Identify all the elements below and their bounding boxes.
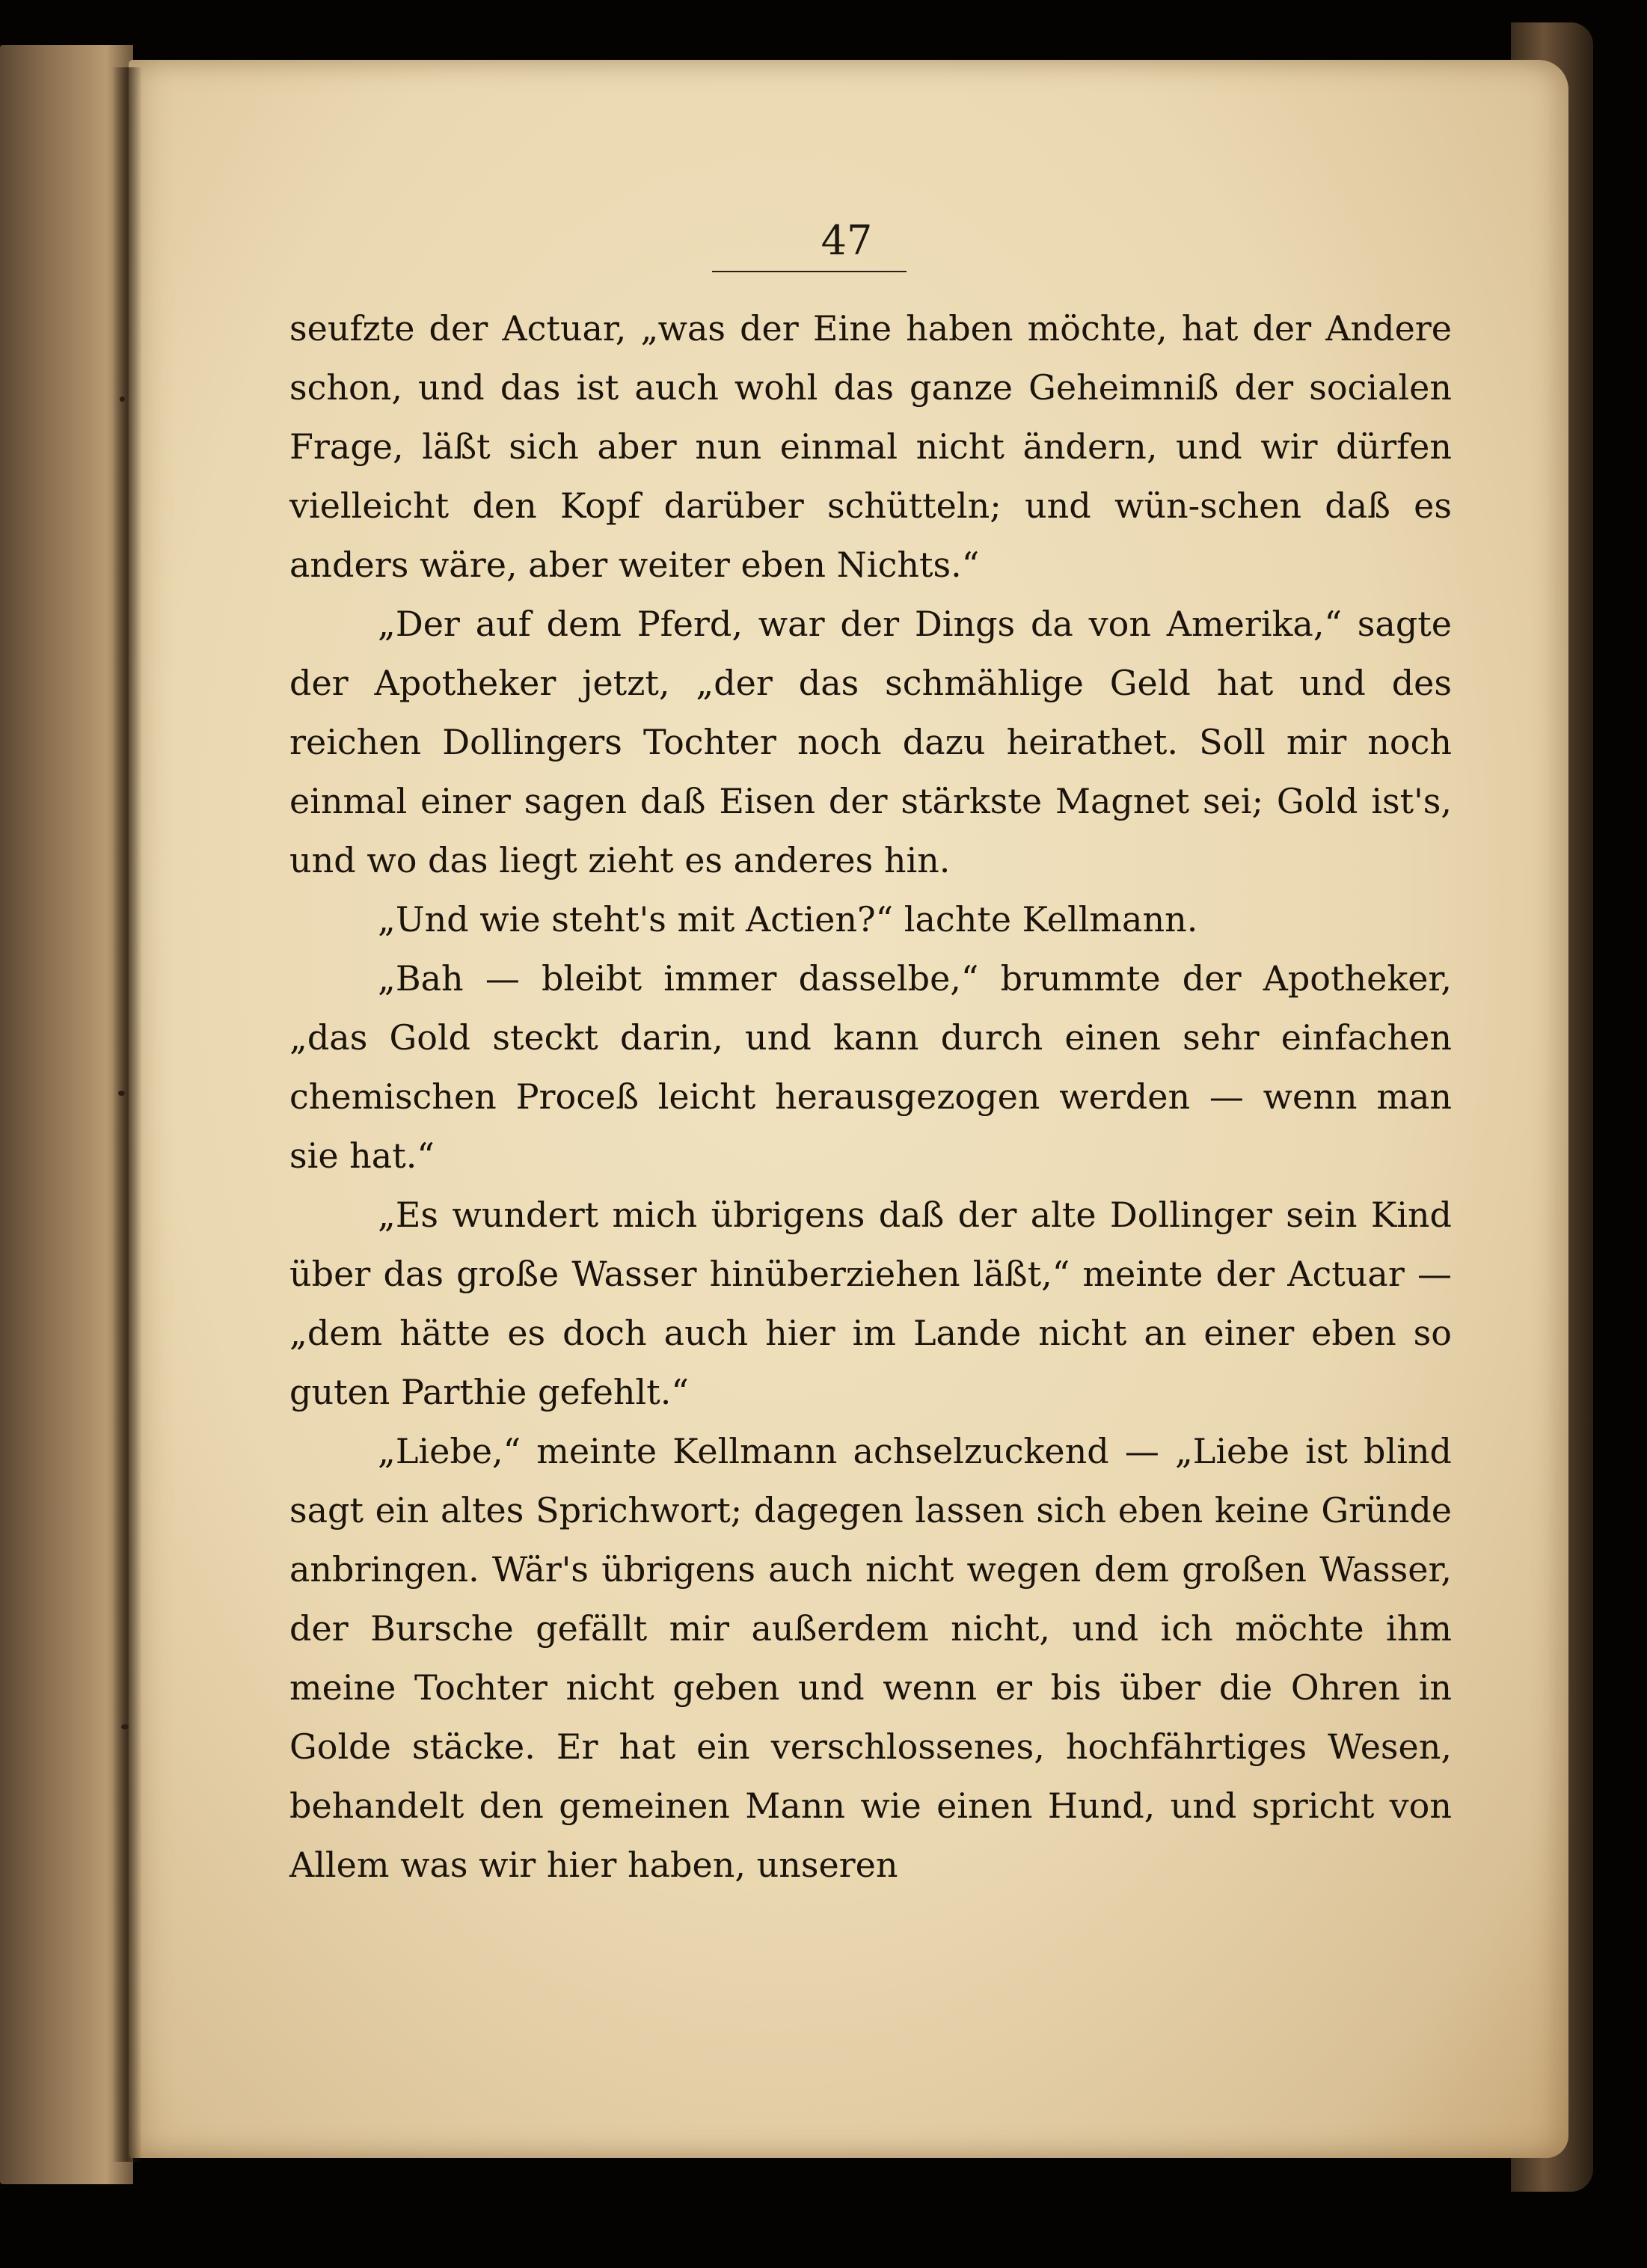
paragraph: „Liebe,“ meinte Kellmann achselzuckend — „Liebe ist blind sagt ein altes Sprichwort; dagegen lassen sich eben keine Gründe anbringen. Wär's übrigens auch nicht wegen dem großen Wasser, der Bursche gefällt mir außerdem nicht, und ich möchte ihm meine Tochter nicht geben und wenn er bis über die Ohren in Golde stäcke. Er hat ein verschlossenes, hochfährtiges Wesen, behandelt den gemeinen Mann wie einen Hund, und spricht von Allem was wir hier haben, unseren (289, 1431, 1452, 1885)
page-text (289, 299, 1452, 1895)
page-number-rule (712, 271, 907, 272)
paragraph: seufzte der Actuar, „was der Eine haben möchte, hat der Andere schon, und das ist auch wohl das ganze Geheimniß der socialen Frage, läßt sich aber nun einmal nicht ändern, und wir dürfen vielleicht den Kopf darüber schütteln; und wün-schen daß es anders wäre, aber weiter eben Nichts.“ (289, 308, 1452, 585)
paragraph: „Bah — bleibt immer dasselbe,“ brummte der Apotheker, „das Gold steckt darin, und kann durch einen sehr einfachen chemischen Proceß leicht herausgezogen werden — wenn man sie hat.“ (289, 958, 1452, 1176)
paragraph: „Der auf dem Pferd, war der Dings da von Amerika,“ sagte der Apotheker jetzt, „der das schmählige Geld hat und des reichen Dollingers Tochter noch dazu heirathet. Soll mir noch einmal einer sagen daß Eisen der stärkste Magnet sei; Gold ist's, und wo das liegt zieht es anderes hin. (289, 604, 1452, 880)
paragraph: „Es wundert mich übrigens daß der alte Dollinger sein Kind über das große Wasser hinüberziehen läßt,“ meinte der Actuar — „dem hätte es doch auch hier im Lande nicht an einer eben so guten Parthie gefehlt.“ (289, 1195, 1452, 1412)
paragraph: „Und wie steht's mit Actien?“ lachte Kellmann. (378, 899, 1198, 940)
book-page (129, 60, 1568, 2158)
page-number: 47 (821, 217, 873, 264)
spine-shadow (112, 67, 142, 2162)
